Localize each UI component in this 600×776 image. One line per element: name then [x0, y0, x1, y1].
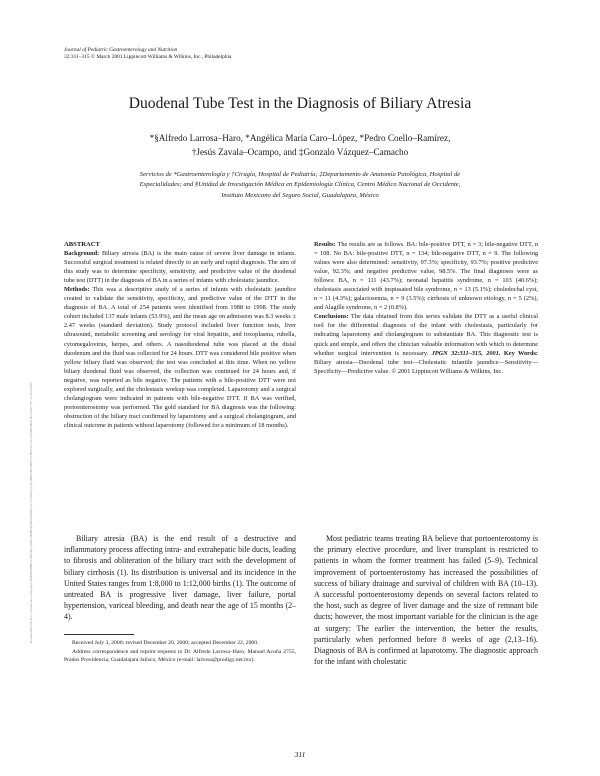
received-dates: Received July 3, 2000; revised December 20, 2000; accepted December 22, 2000. [72, 640, 259, 646]
body-right-column [314, 533, 538, 667]
methods-text: This was a descriptive study of a series of infants with cholestatic jaundice created to validate the sensitivity, specificity, and predictive value of the DTT in the diagnosis of BA. A total of 254 patients were identified from 1988 to 1998. The study cohort included 137 male infants (53.9%), and the mean age on admission was 8.3 weeks ± 2.47 weeks (standard deviation). Study protocol included liver function tests, liver ultrasound, metabolic screening and serology for viral hepatitis, and toxoplasma, rubella, cytomegalovirus, herpes, and others. A nasoduodenal tube was placed at the distal duodenum and the fluid was collected for 24 hours. DTT was considered bile positive when yellow biliary fluid was observed; the test was concluded at this time. When no yellow biliary duodenal fluid was observed, the collection was continued for 24 hours and, if negative, was reported as bile negative. The patients with a bile-positive DTT were not explored surgically, and the cholestasis workup was completed. Laparotomy and a surgical cholangiogram were indicated in patients with bile-negative DTT. If BA was verified, portoenterostomy was performed. The gold standard for BA diagnosis was the following: obstruction of the biliary tract confirmed by laparotomy and a surgical cholangiogram, and clinical outcome in patients without laparotomy (followed for a minimum of 18 months). [64, 286, 296, 429]
body-left-column [64, 533, 296, 623]
page-number: 311 [294, 750, 306, 759]
author-line-1: *§Alfredo Larrosa–Haro, *Angélica María Caro–López, *Pedro Coello–Ramírez, [149, 133, 451, 143]
conclusions-text: The data obtained from this series validate the DTT as a useful clinical tool for the differential diagnosis of the infant with cholestasis, particularly for indicating laparotomy and cholangiogram to substantiate BA. This diagnostic test is quick and simple, and offers the clinician valuable information with which to determine whether surgical intervention is necessary. [314, 313, 538, 357]
conclusions-label: Conclusions: [314, 313, 349, 321]
intro-paragraph-2: Most pediatric teams treating BA believe that portoenterostomy is the primary elective procedure, and liver transplant is restricted to patients in whom the former treatment has failed (5–9). Technical improvement of portoenterostomy has increased the possibilities of success of biliary drainage and survival of children with BA (10–13). A successful portoenterostomy depends on several factors related to the host, such as degree of liver damage and the size of remnant bile ducts; however, the most important variable for the clinician is the age at surgery: The earlier the intervention, the better the results, particularly when performed before 8 weeks of age (2,13–16). Diagnosis of BA is confirmed at laparotomy. The diagnostic approach for the infant with cholestatic [314, 534, 538, 667]
affiliation-line-3: Instituto Mexicano del Seguro Social, Guadalajara, México [221, 191, 379, 199]
journal-citation: 32:311–315 © March 2001 Lippincott Williams & Wilkins, Inc., Philadelphia [64, 54, 232, 60]
correspondence-address: Address correspondence and reprint requests to Dr. Alfredo Larrosa–Haro, Manuel Acuña 2755, Prados Providencia, Guadalajara Jalisco, México (e-mail: larrosa@prodigy.net.mx). [64, 649, 296, 664]
background-label: Background: [64, 250, 100, 258]
abstract-right-column [314, 240, 538, 376]
methods-label: Methods: [64, 286, 90, 294]
abstract-left-column [64, 240, 296, 430]
background-text: Biliary atresia (BA) is the main cause of severe liver damage in infants. Successful surgical treatment is related directly to an early and rapid diagnosis. The aim of this study was to determine specificity, sensitivity, and predictive value of the duodenal tube test (DTT) in the diagnosis of BA in a series of infants with cholestatic jaundice. [64, 250, 297, 285]
download-watermark: Downloaded from http://journals.lww.com/jpgn by BhDMf5ePHKav1zEoum1tQfN4a+kJLhEZgbsIHo4XMi0hCywCX1AWnYQp/IlQrHD3i3D0OdRyi7TvSFl4Cf3VC4/OAVpDDa8KKGKV0Ymy+78= on 10/15/2023 [30, 381, 33, 643]
intro-paragraph-1: Biliary atresia (BA) is the end result of a destructive and inflammatory process affecting intra- and extrahepatic bile ducts, leading to fibrosis and obliteration of the biliary tract with the development of biliary cirrhosis (1). Its distribution is universal and its incidence in the United States ranges from 1:8,000 to 1:12,000 births (1). The outcome of untreated BA is progressive liver damage, liver failure, portal hypertension, variceal bleeding, and death near the age of 15 months (2–4). [64, 534, 296, 622]
author-line-2: †Jesús Zavala–Ocampo, and ‡Gonzalo Vázquez–Camacho [191, 146, 409, 157]
author-list [60, 132, 540, 159]
affiliation-line-2: Especialidades; and §Unidad de Investigación Médica en Epidemiología Clínica, Centro Médico Nacional de Occidente, [139, 181, 461, 189]
journal-header [64, 47, 231, 61]
article-title: Duodenal Tube Test in the Diagnosis of Biliary Atresia [128, 95, 472, 112]
affiliation-line-1: Servicios de *Gastroenterología y †Cirugía, Hospital de Pediatría; ‡Departamento de Anatomía Patológica, Hospital de [139, 171, 461, 178]
abstract-heading: ABSTRACT [64, 241, 100, 248]
abstract-results [314, 240, 538, 312]
journal-name: Journal of Pediatric Gastroenterology and Nutrition [64, 47, 178, 53]
footnote-rule [64, 634, 134, 635]
keywords-label: Key Words: [503, 349, 538, 357]
results-text: The results are as follows. BA: bile-positive DTT, n = 3; bile-negative DTT, n = 108. No BA: bile-positive DTT, n = 134; bile-negative DTT, n = 9. The following values were also determined: sensitivity, 97.3%; specificity, 93.7%; positive predictive value, 92.3%; and negative predictive value, 98.5%. The final diagnoses were as follows: BA, n = 111 (43.7%); neonatal hepatitis syndrome, n = 103 (40.6%); cholestasis associated with inspissated bile syndrome, n = 13 (5.1%); choledochal cyst, n = 11 (4.3%); galactosemia, n = 9 (3.5%); cirrhosis of unknown etiology, n = 5 (2%), and Alagille syndrome, n = 2 (0.8%). [314, 241, 538, 312]
keywords-text: Biliary atresia—Duodenal tube test—Cholestatic infantile jaundice—Sensitivity—Specificity—Predictive value. © 2001 Lippincott Williams & Wilkins, Inc. [314, 358, 538, 375]
abstract-conclusions [314, 312, 538, 375]
results-label: Results: [314, 241, 336, 248]
abstract-methods [64, 285, 296, 430]
footnotes [64, 639, 296, 666]
abstract-background [64, 249, 296, 285]
jpgn-reference: JPGN 32:311–315, 2001. [431, 349, 501, 357]
affiliations [66, 170, 534, 201]
